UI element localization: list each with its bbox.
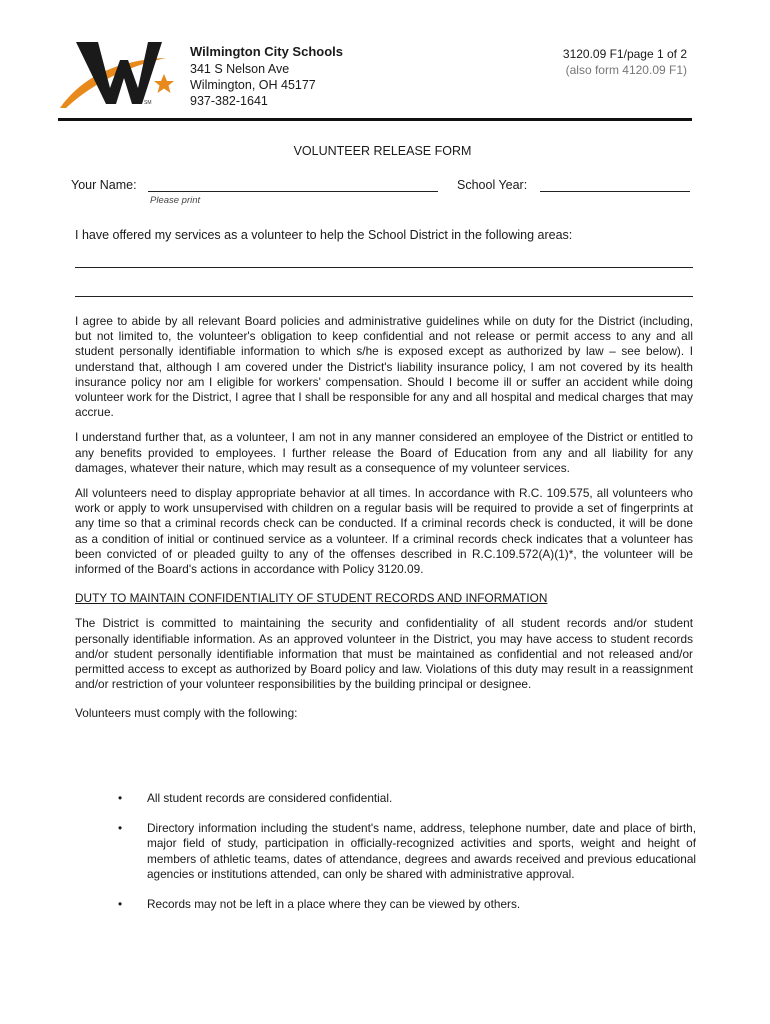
form-ref-alt: (also form 4120.09 F1) [565,63,687,77]
form-title: VOLUNTEER RELEASE FORM [293,144,472,158]
list-item-text: All student records are considered confidential. [147,791,393,805]
agreement-paragraph-1: I agree to abide by all relevant Board policies and administrative guidelines while on duty for the District (including, but not limited to, the volunteer's obligation to keep confidential and not release or permit access to any and all student personally identifiable information to which s/he is exposed except as authorized by law – see below). I understand that, although I am covered under the District's liability insurance policy, I am not covered by its health insurance policy nor am I eligible for workers' compensation. Should I become ill or suffer an accident while doing volunteer work for the District, I agree that I shall be responsible for any and all hospital and medical charges that may accrue. [75,314,693,420]
school-name: Wilmington City Schools [190,44,343,59]
list-item [118,897,696,912]
logo-star [154,74,174,93]
school-phone: 937-382-1641 [190,94,268,108]
list-item-text: Records may not be left in a place where they can be viewed by others. [147,897,521,912]
confidentiality-paragraph: The District is committed to maintaining the security and confidentiality of all student records and/or student personally identifiable information. As an approved volunteer in the District, you may have access to student records and/or student personally identifiable information that must be maintained as confidential and not released and/or permitted access to except as authorized by Board policy and law. Violations of this duty may result in a reassignment and/or restriction of your volunteer responsibilities by the building principal or designee. [75,616,693,692]
bullet-icon: • [118,897,123,912]
school-contact [190,44,343,109]
logo-mark: SM [144,100,152,106]
confidentiality-heading: DUTY TO MAINTAIN CONFIDENTIALITY OF STUDENT RECORDS AND INFORMATION [75,591,548,606]
header-rule [58,118,692,121]
bullet-icon: • [118,791,123,805]
name-hint: Please print [150,195,201,206]
school-logo [58,38,178,110]
list-item [118,821,696,882]
list-item-text: Directory information including the student's name, address, telephone number, date and place of birth, major field of study, participation in officially-recognized activities and sports, weight and height of members of athletic teams, dates of attendance, degrees and awards received and previous educational agencies or institutions attended, can only be shared with administrative approval. [147,821,696,881]
school-address-line2: Wilmington, OH 45177 [190,78,316,92]
name-label: Your Name: [71,178,137,192]
list-item [118,791,696,806]
agreement-paragraph-3: All volunteers need to display appropriate behavior at all times. In accordance with R.C. 109.575, all volunteers who work or apply to work unsupervised with children on a regular basis will be required to provide a set of fingerprints at any time so that a criminal records check can be conducted. If a criminal records check is conducted, it will be done as a condition of initial or continued service as a volunteer. If a criminal records check indicates that a volunteer has been convicted of or pleaded guilty to any of the offenses described in R.C.109.572(A)(1)*, the volunteer will be informed of the Board's actions in accordance with Policy 3120.09. [75,486,693,577]
services-line-2[interactable] [75,296,693,297]
name-input-line[interactable] [148,191,438,192]
logo-w [76,42,162,104]
school-year-label: School Year: [457,178,528,192]
compliance-list [118,791,696,927]
services-line-1[interactable] [75,267,693,268]
agreement-text [75,314,693,732]
bullet-icon: • [118,821,123,836]
form-reference [563,46,687,78]
comply-intro: Volunteers must comply with the following: [75,706,298,721]
services-offered-prompt: I have offered my services as a volunteer to help the School District in the following areas: [75,228,573,242]
school-year-input-line[interactable] [540,191,690,192]
form-ref-main: 3120.09 F1/page 1 of 2 [562,47,687,61]
school-address-line1: 341 S Nelson Ave [190,62,290,76]
agreement-paragraph-2: I understand further that, as a volunteer, I am not in any manner considered an employee of the District or entitled to any benefits provided to employees. I further release the Board of Education from any and all liability for any damages, whatever their nature, which may result as a consequence of my volunteer services. [75,430,693,475]
